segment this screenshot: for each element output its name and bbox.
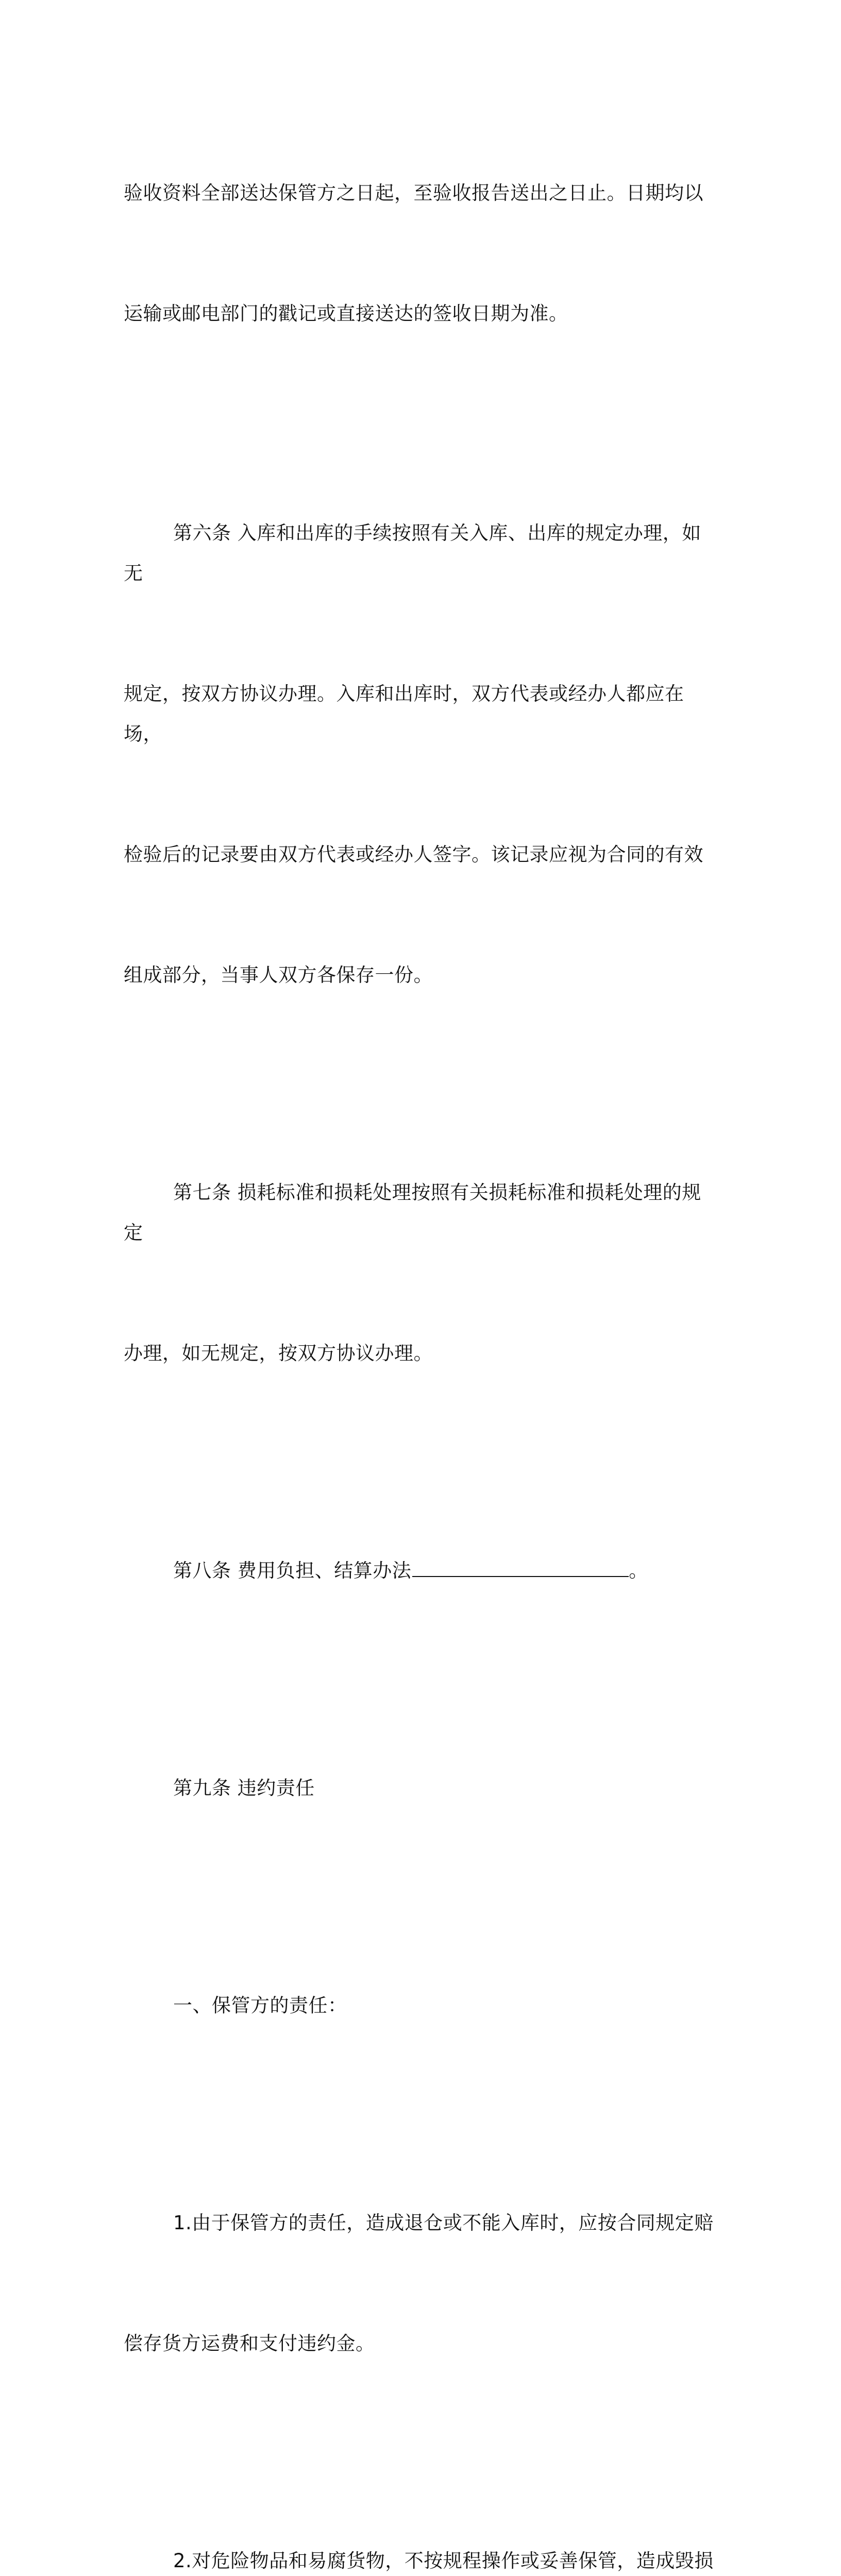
text-line: 验收资料全部送达保管方之日起，至验收报告送出之日止。日期均以 [124,182,703,204]
article-6-paragraph [124,433,716,1076]
text-line: 1.由于保管方的责任，造成退仓或不能入库时，应按合同规定赔 [173,2212,714,2234]
text-line: 运输或邮电部门的戳记或直接送达的签收日期为准。 [124,302,568,325]
text-line [124,1551,716,1591]
article-8-text: 第八条 费用负担、结算办法 [173,1560,412,1582]
document-body [124,93,716,2576]
text-line: 第六条 入库和出库的手续按照有关入库、出库的规定办理，如无 [124,522,701,584]
text-line: 规定，按双方协议办理。入库和出库时，双方代表或经办人都应在场， [124,683,684,745]
text-line: 偿存货方运费和支付违约金。 [124,2332,375,2354]
text-line: 第九条 违约责任 [173,1777,315,1799]
article-8-paragraph [124,1470,716,1671]
article-8-period: 。 [629,1560,648,1582]
text-line: 办理，如无规定，按双方协议办理。 [124,1342,433,1364]
paragraph-continuation [124,93,716,414]
text-line: 组成部分，当事人双方各保存一份。 [124,964,433,986]
fill-in-blank [412,1558,629,1577]
item-1-paragraph [124,2123,716,2444]
item-2-paragraph [124,2461,716,2576]
text-line: 一、保管方的责任： [173,1994,347,2016]
section-1-heading [124,1905,716,2106]
article-9-heading [124,1688,716,1889]
text-line: 2.对危险物品和易腐货物，不按规程操作或妥善保管，造成毁损 [173,2550,714,2572]
text-line: 检验后的记录要由双方代表或经办人签字。该记录应视为合同的有效 [124,843,703,866]
text-line: 第七条 损耗标准和损耗处理按照有关损耗标准和损耗处理的规定 [124,1181,701,1244]
article-7-paragraph [124,1092,716,1454]
